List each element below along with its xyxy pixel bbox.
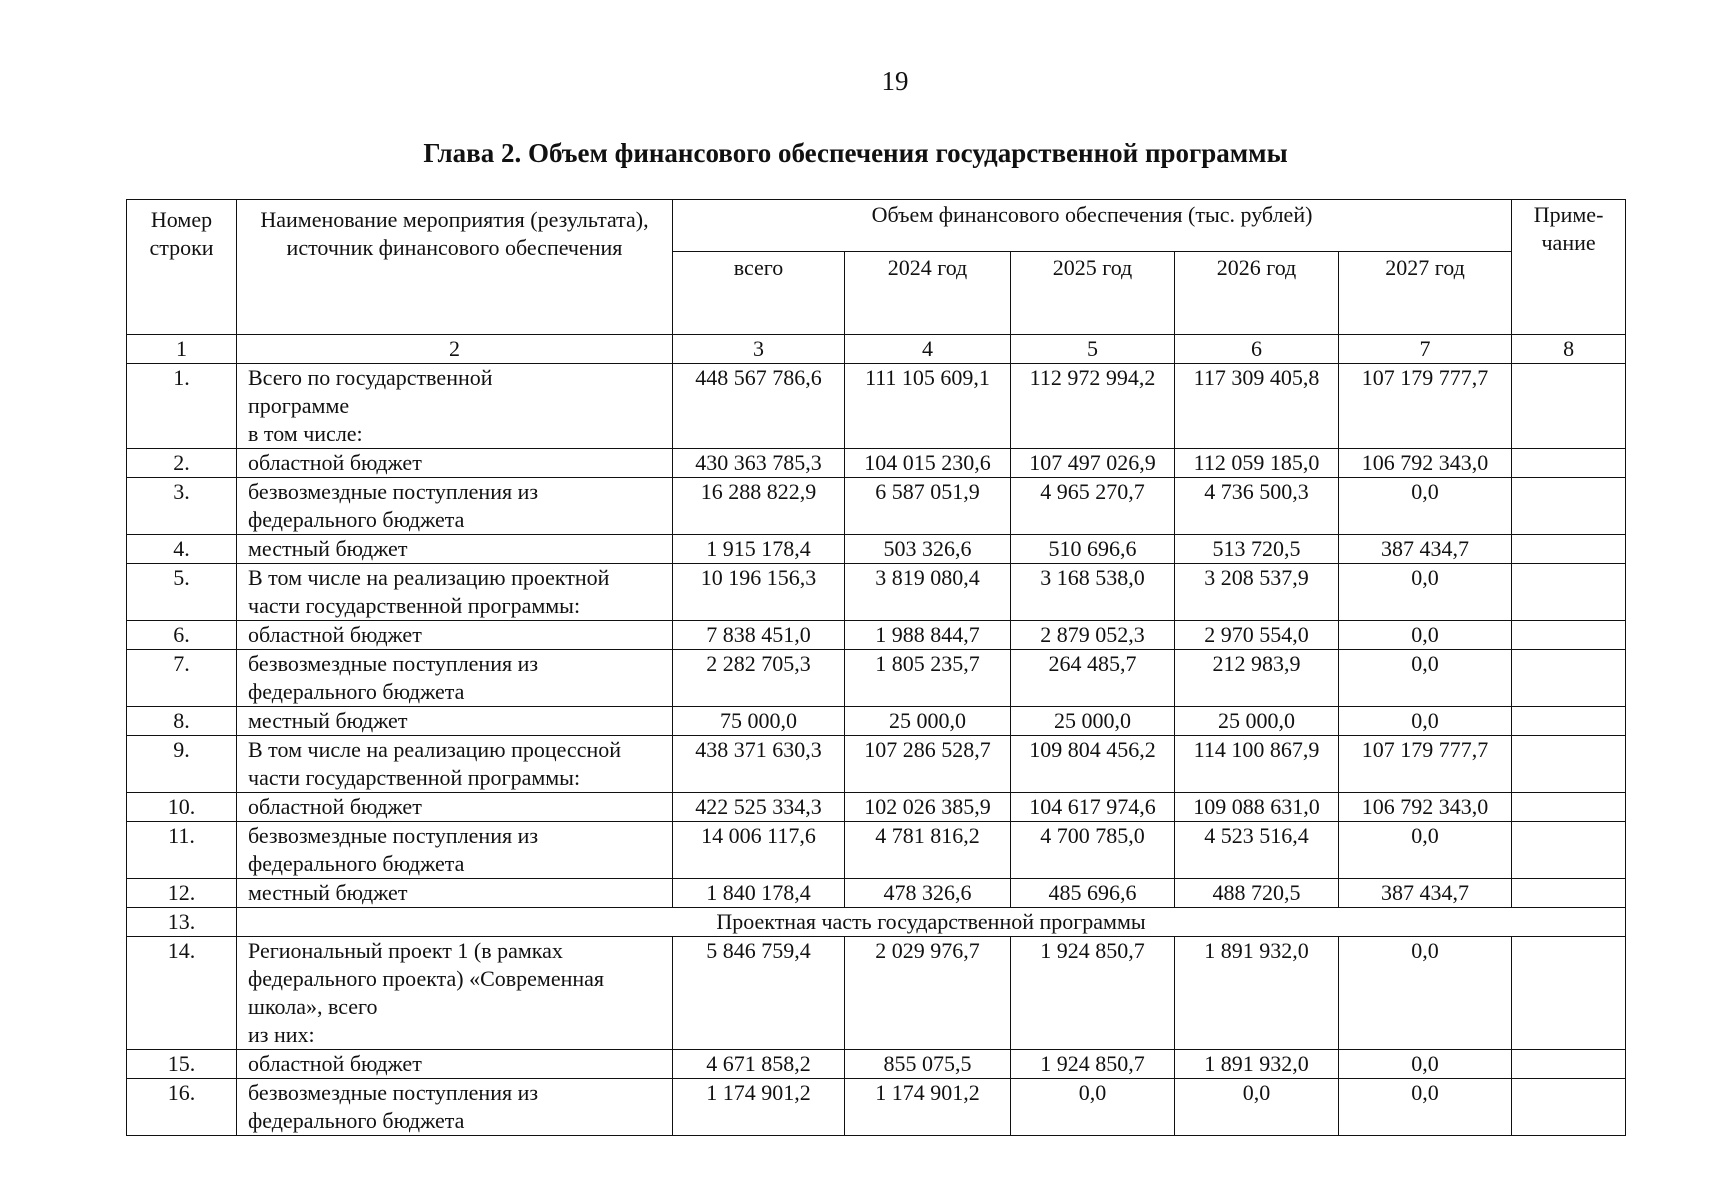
note-cell — [1512, 1079, 1626, 1136]
value-total: 448 567 786,6 — [673, 364, 845, 449]
header-year-2027: 2027 год — [1339, 252, 1512, 335]
value-2025: 4 700 785,0 — [1011, 822, 1175, 879]
value-2026: 4 736 500,3 — [1175, 478, 1339, 535]
activity-name — [237, 1079, 673, 1136]
value-2026: 488 720,5 — [1175, 879, 1339, 908]
row-number: 10. — [127, 793, 237, 822]
column-number: 2 — [237, 335, 673, 364]
row-number: 9. — [127, 736, 237, 793]
value-2025: 2 879 052,3 — [1011, 621, 1175, 650]
value-2026: 1 891 932,0 — [1175, 937, 1339, 1050]
value-2024: 111 105 609,1 — [845, 364, 1011, 449]
value-2025: 107 497 026,9 — [1011, 449, 1175, 478]
activity-name — [237, 736, 673, 793]
value-2025: 25 000,0 — [1011, 707, 1175, 736]
value-2024: 503 326,6 — [845, 535, 1011, 564]
activity-name-line: В том числе на реализацию проектной — [248, 565, 610, 590]
row-number: 11. — [127, 822, 237, 879]
value-2027: 0,0 — [1339, 478, 1512, 535]
table-row — [127, 1079, 1626, 1136]
activity-name-line: Всего по государственной — [248, 365, 493, 390]
value-total: 5 846 759,4 — [673, 937, 845, 1050]
activity-name-line: из них: — [248, 1022, 315, 1047]
row-number: 2. — [127, 449, 237, 478]
row-number: 15. — [127, 1050, 237, 1079]
note-cell — [1512, 937, 1626, 1050]
table-row — [127, 937, 1626, 1050]
value-2027: 106 792 343,0 — [1339, 793, 1512, 822]
note-cell — [1512, 1050, 1626, 1079]
value-2025: 264 485,7 — [1011, 650, 1175, 707]
table-row — [127, 650, 1626, 707]
value-2025: 3 168 538,0 — [1011, 564, 1175, 621]
value-2027: 107 179 777,7 — [1339, 364, 1512, 449]
value-total: 14 006 117,6 — [673, 822, 845, 879]
activity-name-line: областной бюджет — [248, 794, 422, 819]
row-number: 7. — [127, 650, 237, 707]
note-cell — [1512, 621, 1626, 650]
row-number: 3. — [127, 478, 237, 535]
activity-name — [237, 535, 673, 564]
table-row — [127, 621, 1626, 650]
column-number: 4 — [845, 335, 1011, 364]
note-cell — [1512, 564, 1626, 621]
value-2025: 112 972 994,2 — [1011, 364, 1175, 449]
value-2025: 0,0 — [1011, 1079, 1175, 1136]
activity-name — [237, 650, 673, 707]
activity-name — [237, 564, 673, 621]
header-row-number: Номер строки — [127, 200, 237, 335]
value-total: 2 282 705,3 — [673, 650, 845, 707]
activity-name-line: федерального бюджета — [248, 1108, 465, 1133]
row-number: 16. — [127, 1079, 237, 1136]
table-row — [127, 364, 1626, 449]
value-2025: 485 696,6 — [1011, 879, 1175, 908]
activity-name-line: безвозмездные поступления из — [248, 651, 539, 676]
value-total: 1 840 178,4 — [673, 879, 845, 908]
value-2026: 513 720,5 — [1175, 535, 1339, 564]
note-cell — [1512, 364, 1626, 449]
activity-name-line: федерального бюджета — [248, 851, 465, 876]
table-row — [127, 535, 1626, 564]
activity-name-line: областной бюджет — [248, 450, 422, 475]
value-2027: 0,0 — [1339, 937, 1512, 1050]
activity-name — [237, 364, 673, 449]
value-2024: 102 026 385,9 — [845, 793, 1011, 822]
activity-name-line: безвозмездные поступления из — [248, 1080, 539, 1105]
activity-name-line: местный бюджет — [248, 880, 408, 905]
value-2024: 1 174 901,2 — [845, 1079, 1011, 1136]
value-2024: 4 781 816,2 — [845, 822, 1011, 879]
activity-name — [237, 621, 673, 650]
value-2026: 2 970 554,0 — [1175, 621, 1339, 650]
note-cell — [1512, 707, 1626, 736]
activity-name-line: безвозмездные поступления из — [248, 823, 539, 848]
value-total: 1 915 178,4 — [673, 535, 845, 564]
activity-name-line: части государственной программы: — [248, 593, 581, 618]
header-note: Приме-чание — [1512, 200, 1626, 335]
activity-name — [237, 478, 673, 535]
table-row — [127, 793, 1626, 822]
note-cell — [1512, 879, 1626, 908]
table-row — [127, 879, 1626, 908]
value-2026: 114 100 867,9 — [1175, 736, 1339, 793]
value-2024: 478 326,6 — [845, 879, 1011, 908]
value-total: 7 838 451,0 — [673, 621, 845, 650]
column-number: 7 — [1339, 335, 1512, 364]
column-number: 6 — [1175, 335, 1339, 364]
value-total: 1 174 901,2 — [673, 1079, 845, 1136]
row-number: 12. — [127, 879, 237, 908]
activity-name-line: школа», всего — [248, 994, 378, 1019]
value-2024: 104 015 230,6 — [845, 449, 1011, 478]
column-number-row — [127, 335, 1626, 364]
note-cell — [1512, 650, 1626, 707]
value-2026: 0,0 — [1175, 1079, 1339, 1136]
row-number: 5. — [127, 564, 237, 621]
value-total: 438 371 630,3 — [673, 736, 845, 793]
value-2027: 0,0 — [1339, 822, 1512, 879]
value-2027: 0,0 — [1339, 621, 1512, 650]
activity-name-line: федерального бюджета — [248, 507, 465, 532]
value-2025: 109 804 456,2 — [1011, 736, 1175, 793]
value-2027: 0,0 — [1339, 564, 1512, 621]
value-2026: 117 309 405,8 — [1175, 364, 1339, 449]
table-row — [127, 1050, 1626, 1079]
activity-name — [237, 1050, 673, 1079]
activity-name-line: областной бюджет — [248, 622, 422, 647]
value-2026: 1 891 932,0 — [1175, 1050, 1339, 1079]
section-heading: Проектная часть государственной программы — [237, 908, 1626, 937]
activity-name-line: областной бюджет — [248, 1051, 422, 1076]
value-total: 4 671 858,2 — [673, 1050, 845, 1079]
table-row — [127, 822, 1626, 879]
activity-name — [237, 937, 673, 1050]
value-2027: 387 434,7 — [1339, 535, 1512, 564]
value-2027: 387 434,7 — [1339, 879, 1512, 908]
value-2026: 212 983,9 — [1175, 650, 1339, 707]
note-cell — [1512, 793, 1626, 822]
value-2026: 3 208 537,9 — [1175, 564, 1339, 621]
activity-name — [237, 793, 673, 822]
value-2027: 107 179 777,7 — [1339, 736, 1512, 793]
activity-name-line: Региональный проект 1 (в рамках — [248, 938, 563, 963]
note-cell — [1512, 822, 1626, 879]
value-2025: 1 924 850,7 — [1011, 1050, 1175, 1079]
activity-name-line: местный бюджет — [248, 708, 408, 733]
row-number: 13. — [127, 908, 237, 937]
activity-name — [237, 449, 673, 478]
value-2024: 6 587 051,9 — [845, 478, 1011, 535]
column-number: 5 — [1011, 335, 1175, 364]
activity-name — [237, 879, 673, 908]
header-year-2025: 2025 год — [1011, 252, 1175, 335]
column-number: 3 — [673, 335, 845, 364]
column-number: 1 — [127, 335, 237, 364]
note-cell — [1512, 478, 1626, 535]
row-number: 14. — [127, 937, 237, 1050]
value-2024: 855 075,5 — [845, 1050, 1011, 1079]
activity-name-line: местный бюджет — [248, 536, 408, 561]
value-2025: 1 924 850,7 — [1011, 937, 1175, 1050]
activity-name-line: В том числе на реализацию процессной — [248, 737, 622, 762]
value-2027: 0,0 — [1339, 707, 1512, 736]
activity-name-line: программе — [248, 393, 350, 418]
value-2024: 1 988 844,7 — [845, 621, 1011, 650]
activity-name-line: федерального бюджета — [248, 679, 465, 704]
value-2026: 112 059 185,0 — [1175, 449, 1339, 478]
activity-name — [237, 707, 673, 736]
header-activity-name: Наименование мероприятия (результата), источник финансового обеспечения — [237, 200, 673, 335]
financing-table — [126, 199, 1626, 1136]
row-number: 6. — [127, 621, 237, 650]
value-2027: 106 792 343,0 — [1339, 449, 1512, 478]
table-row — [127, 736, 1626, 793]
table-row — [127, 478, 1626, 535]
value-2024: 107 286 528,7 — [845, 736, 1011, 793]
row-number: 1. — [127, 364, 237, 449]
row-number: 4. — [127, 535, 237, 564]
value-total: 430 363 785,3 — [673, 449, 845, 478]
activity-name-line: в том числе: — [248, 421, 363, 446]
header-row-1 — [127, 200, 1626, 252]
page-number: 19 — [881, 66, 909, 96]
note-cell — [1512, 736, 1626, 793]
row-number: 8. — [127, 707, 237, 736]
value-2026: 4 523 516,4 — [1175, 822, 1339, 879]
activity-name-line: части государственной программы: — [248, 765, 581, 790]
value-2027: 0,0 — [1339, 1050, 1512, 1079]
activity-name — [237, 822, 673, 879]
value-2024: 2 029 976,7 — [845, 937, 1011, 1050]
header-year-2024: 2024 год — [845, 252, 1011, 335]
section-row — [127, 908, 1626, 937]
note-cell — [1512, 535, 1626, 564]
value-2026: 25 000,0 — [1175, 707, 1339, 736]
activity-name-line: федерального проекта) «Современная — [248, 966, 605, 991]
value-total: 10 196 156,3 — [673, 564, 845, 621]
value-2024: 1 805 235,7 — [845, 650, 1011, 707]
value-2025: 4 965 270,7 — [1011, 478, 1175, 535]
value-2027: 0,0 — [1339, 1079, 1512, 1136]
header-total: всего — [673, 252, 845, 335]
value-total: 16 288 822,9 — [673, 478, 845, 535]
header-year-2026: 2026 год — [1175, 252, 1339, 335]
value-2027: 0,0 — [1339, 650, 1512, 707]
note-cell — [1512, 449, 1626, 478]
value-total: 422 525 334,3 — [673, 793, 845, 822]
value-2025: 510 696,6 — [1011, 535, 1175, 564]
column-number: 8 — [1512, 335, 1626, 364]
value-2025: 104 617 974,6 — [1011, 793, 1175, 822]
table-row — [127, 449, 1626, 478]
chapter-title: Глава 2. Объем финансового обеспечения государственной программы — [423, 138, 1288, 168]
value-2026: 109 088 631,0 — [1175, 793, 1339, 822]
activity-name-line: безвозмездные поступления из — [248, 479, 539, 504]
header-financing-volume: Объем финансового обеспечения (тыс. рублей) — [673, 200, 1512, 252]
value-total: 75 000,0 — [673, 707, 845, 736]
value-2024: 3 819 080,4 — [845, 564, 1011, 621]
table-row — [127, 707, 1626, 736]
table-row — [127, 564, 1626, 621]
value-2024: 25 000,0 — [845, 707, 1011, 736]
